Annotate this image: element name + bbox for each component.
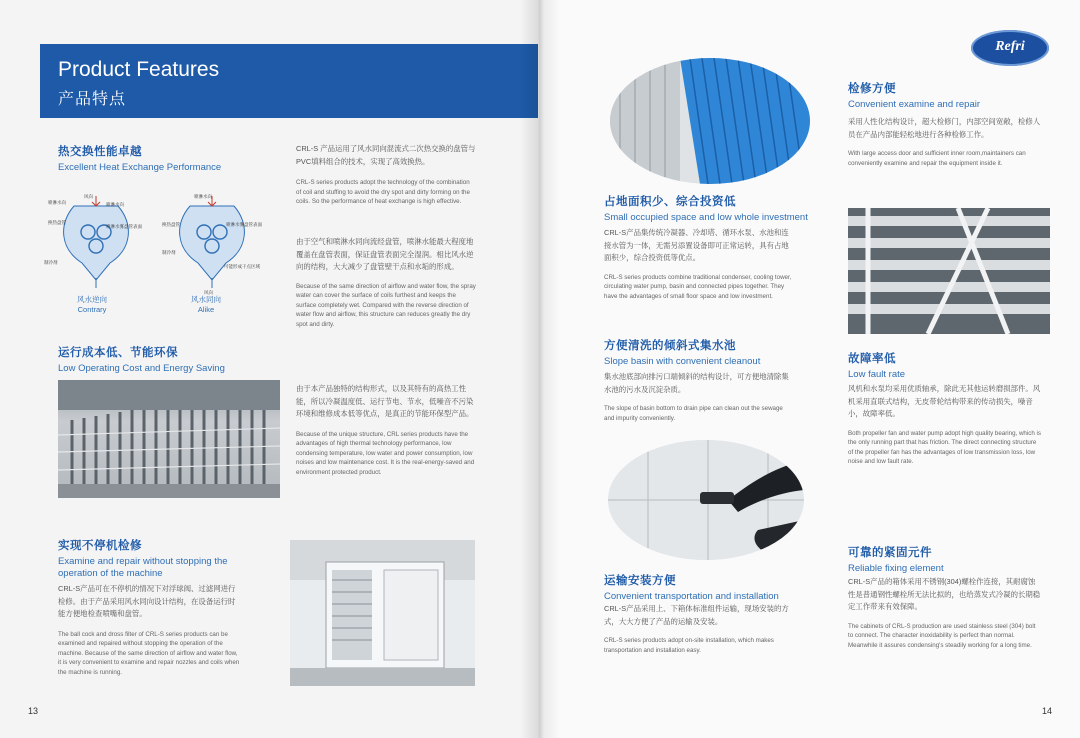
basin-heading: [604, 337, 814, 368]
interior-photo-graphic: [848, 208, 1050, 334]
space-text-block: [604, 227, 794, 301]
unit-photo-graphic: [290, 540, 475, 686]
heat-text-block-1: [296, 143, 476, 207]
fixing-heading: [848, 544, 1048, 575]
diagram-label: 风向: [204, 290, 213, 295]
maintenance-title-en: Convenient examine and repair: [848, 99, 981, 110]
fault-text-cn: 风机和水泵均采用优质轴承，除此无其他运转磨损部件。风机采用直联式结构，无皮带轮结构带来的传动损失，噪音小，故障率低。: [848, 384, 1041, 418]
basin-text-cn: 集水池底部向排污口端倾斜的结构设计，可方便地清除集水池的污水及沉淀杂质。: [604, 372, 789, 394]
cost-heading: [58, 344, 278, 375]
fault-text-block: [848, 383, 1042, 467]
heat-text-block-2: [296, 236, 476, 329]
cost-text-en: Because of the unique structure, CRL series products have the advantages of high thermal technology performance, low condensing temperature, low water and power consumption, low noises and low maintenance cost. It is the real-energy-saved and environment protected product.: [296, 430, 475, 476]
unit-photo: [290, 540, 475, 686]
diagram-label: 喷淋水雾盘管表面: [106, 224, 142, 229]
maintenance-text-en: With large access door and sufficient inner room,maintainers can conveniently examine and repair the equipment inside it.: [848, 150, 1026, 167]
fault-title-cn: 故障率低: [848, 353, 896, 365]
heat-text1-cn: CRL-S 产品运用了风水同向混流式二次热交换的盘管与PVC填料组合的技术，实现了高效换热。: [296, 144, 476, 166]
interior-photo: [848, 208, 1050, 334]
install-heading: [604, 572, 814, 603]
fixing-title-cn: 可靠的紧固元件: [848, 547, 932, 559]
install-text-block: [604, 603, 794, 655]
heat-title-cn: 热交换性能卓越: [58, 146, 142, 158]
space-text-cn: CRL-S产品集传统冷凝器、冷却塔、循环水泵、水池和连接水管为一体，无需另添置设备即可正常运转，具有占地面积少，综合投资低等优点。: [604, 228, 789, 262]
maintenance-text-block: [848, 116, 1044, 168]
diagram-label: 制冷剂: [44, 260, 58, 265]
basin-title-en: Slope basin with convenient cleanout: [604, 356, 761, 367]
repair-heading: [58, 537, 248, 580]
maintenance-heading: [848, 80, 1048, 111]
basin-text-en: The slope of basin bottom to drain pipe can clean out the sewage and impurity conveniently.: [604, 405, 783, 422]
maintenance-text-cn: 采用人性化结构设计，超大检修门，内部空间宽敞，检修人员在产品内部能轻松地进行各种检修工作。: [848, 117, 1041, 139]
logo-text: Refri: [995, 39, 1025, 54]
basin-text-block: [604, 371, 794, 423]
space-heading: [604, 193, 814, 224]
heat-text2-cn: 由于空气和喷淋水同向流经盘管，喷淋水能最大程度地覆盖在盘管表面，保证盘管表面完全湿润。相比风水逆向的结构，大大减少了盘管壁干点和水垢的形成。: [296, 237, 474, 271]
cost-title-en: Low Operating Cost and Energy Saving: [58, 363, 225, 374]
caption-cn: 风水同向: [191, 295, 221, 304]
coil-photo-graphic: [58, 380, 280, 498]
diagram-label: 制冷剂: [162, 250, 176, 255]
maintenance-title-cn: 检修方便: [848, 83, 896, 95]
coil-photo: [58, 380, 280, 498]
fault-heading: [848, 350, 1048, 381]
fins-photo: [610, 58, 810, 184]
installation-photo: [608, 440, 804, 560]
install-title-cn: 运输安装方便: [604, 575, 676, 587]
diagram-caption-contrary: [62, 295, 122, 315]
install-text-cn: CRL-S产品采用上、下箱体标准组件运输，现场安装的方式，大大方便了产品的运输及安装。: [604, 604, 789, 626]
caption-en: Alike: [197, 305, 215, 314]
features-banner: [40, 44, 538, 118]
basin-title-cn: 方便清洗的倾斜式集水池: [604, 340, 736, 352]
right-page: [540, 0, 1080, 738]
heat-text2-en: Because of the same direction of airflow and water flow, the spray water can cover the surface of coils furthest and keeps the surface completely wet. Compared with the reverse direction of water flow and airflow, this structure can reduces greatly the dry spot and dirty.: [296, 282, 476, 328]
banner-title-en: Product Features: [58, 58, 220, 81]
diagram-label: 换热盘管: [162, 222, 180, 227]
installation-photo-graphic: [608, 440, 804, 560]
fixing-title-en: Reliable fixing element: [848, 563, 944, 574]
diagram-label: 可能形成干点区域: [224, 264, 260, 269]
fixing-text-en: The cabinets of CRL-S production are used stainless steel (304) bolt to connect. The character inoxidability is perfect than normal. Meanwhile it assures condensing's steadily working for a long time.: [848, 622, 1036, 649]
install-text-en: CRL-S series products adopt on-site installation, which makes transportation and installation easy.: [604, 637, 774, 654]
space-title-en: Small occupied space and low whole investment: [604, 212, 808, 223]
repair-text-cn: CRL-S产品可在不停机的情况下对浮球阀、过滤网进行检修。由于产品采用风水同向设计结构，在设备运行时能方便地检查喷嘴和盘管。: [58, 584, 236, 618]
airflow-diagram-graphic: [44, 188, 284, 298]
heat-heading: [58, 143, 278, 174]
page-fold-shadow: [520, 0, 560, 738]
diagram-label: 喷淋水向: [48, 200, 66, 205]
repair-title-en: Examine and repair without stopping the operation of the machine: [58, 556, 228, 579]
heat-text1-en: CRL-S series products adopt the technology of the combination of coil and stuffing to avoid the dry spot and dirty forming on the coils. So the performance of heat exchange is high effective.: [296, 179, 470, 205]
fault-text-en: Both propeller fan and water pump adopt high quality bearing, which is the only running part that has friction. The direct connecting structure of the propeller fan has the advantages of low transmission loss, low noise and low fault rate.: [848, 429, 1041, 465]
fixing-text-cn: CRL-S产品的箱体采用不锈钢(304)螺栓作连接，其耐腐蚀性是普通钢性螺栓所无法比拟的，也给蒸发式冷凝的长期稳定工作带来有效保障。: [848, 577, 1041, 611]
banner-title-cn: 产品特点: [58, 91, 127, 108]
page-number-left: 13: [28, 706, 39, 716]
caption-cn: 风水逆向: [77, 295, 107, 304]
space-text-en: CRL-S series products combine traditional condenser, cooling tower, circulating water pump, basin and connected pipes together. They have the advantages of small floor space and low investment.: [604, 273, 792, 300]
diagram-label: 喷淋水雾盘管表面: [226, 222, 262, 227]
diagram-label: 风向: [84, 194, 93, 199]
fixing-text-block: [848, 576, 1042, 650]
diagram-label: 喷淋水向: [194, 194, 212, 199]
install-title-en: Convenient transportation and installation: [604, 591, 779, 602]
diagram-label: 喷淋水向: [106, 202, 124, 207]
diagram-caption-alike: [176, 295, 236, 315]
fault-title-en: Low fault rate: [848, 369, 906, 380]
repair-title-cn: 实现不停机检修: [58, 540, 142, 552]
repair-text-en: The ball cock and dross filter of CRL-S series products can be examined and repaired without stopping the operation of the machine. Because of the same direction of airflow and water flow, it is very convenient to examine and repair nozzles and coils when the machine is running.: [58, 630, 240, 676]
page-number-right: 14: [1042, 706, 1053, 716]
cost-title-cn: 运行成本低、节能环保: [58, 347, 178, 359]
diagram-label: 换热盘管: [48, 220, 66, 225]
caption-en: Contrary: [77, 305, 107, 314]
repair-text-block: [58, 583, 240, 677]
heat-title-en: Excellent Heat Exchange Performance: [58, 162, 222, 173]
fins-photo-graphic: [610, 58, 810, 184]
cost-text-block: [296, 383, 476, 477]
refri-logo: [971, 30, 1049, 66]
space-title-cn: 占地面积少、综合投资低: [604, 196, 736, 208]
cost-text-cn: 由于本产品独特的结构形式，以及其特有的高热工性能，所以冷凝温度低、运行节电、节水，低噪音不污染环境和维修成本低等优点，是真正的节能环保型产品。: [296, 384, 474, 418]
